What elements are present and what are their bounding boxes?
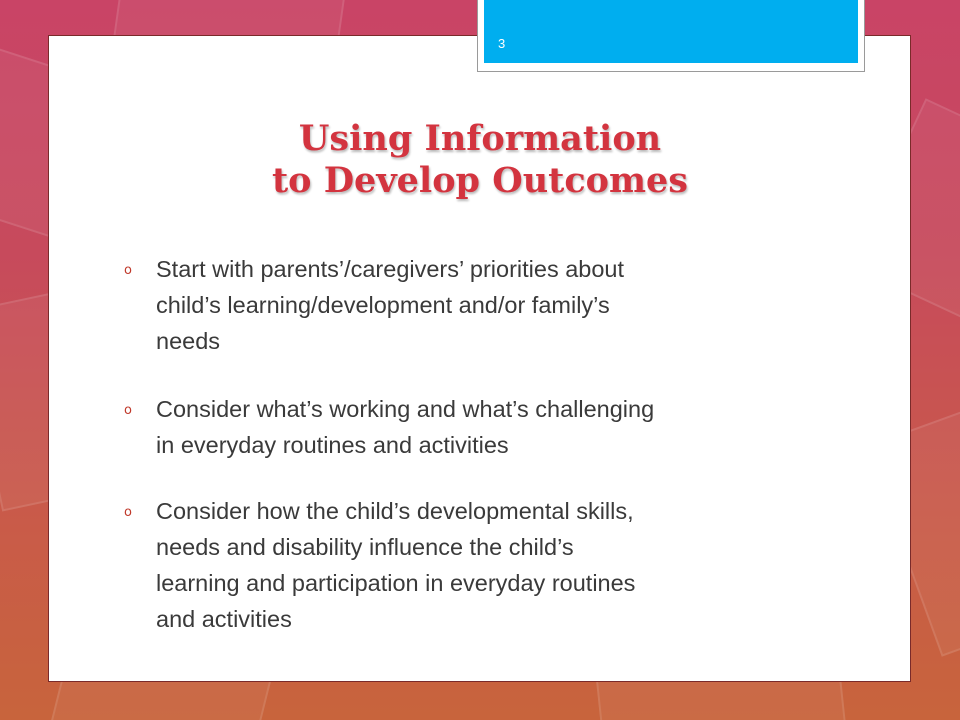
bullet-line: learning and participation in everyday routines <box>156 570 636 596</box>
slide-number: 3 <box>498 36 506 51</box>
bullet-marker: o <box>124 263 132 278</box>
bullet-line: needs <box>156 328 221 354</box>
slide-number-tab <box>477 0 865 72</box>
bullet-marker: o <box>124 505 132 520</box>
slide-title-line-1: Using Information <box>298 118 662 159</box>
slide-title <box>0 118 960 202</box>
bullet-line: in everyday routines and activities <box>156 432 509 458</box>
bullet-line: child’s learning/development and/or family’s <box>156 292 610 318</box>
bullet-line: needs and disability influence the child’s <box>156 534 574 560</box>
bullet-line: Consider how the child’s developmental skills, <box>156 498 634 524</box>
bullet-text <box>156 251 846 359</box>
bullet-line: Consider what’s working and what’s challenging <box>156 396 655 422</box>
bullet-line: Start with parents’/caregivers’ priorities about <box>156 256 625 282</box>
bullet-marker: o <box>124 403 132 418</box>
bullet-text <box>156 493 846 637</box>
bullet-text <box>156 391 846 463</box>
slide-number-banner <box>484 0 858 63</box>
slide-title-line-2: to Develop Outcomes <box>272 160 688 201</box>
bullet-line: and activities <box>156 606 292 632</box>
